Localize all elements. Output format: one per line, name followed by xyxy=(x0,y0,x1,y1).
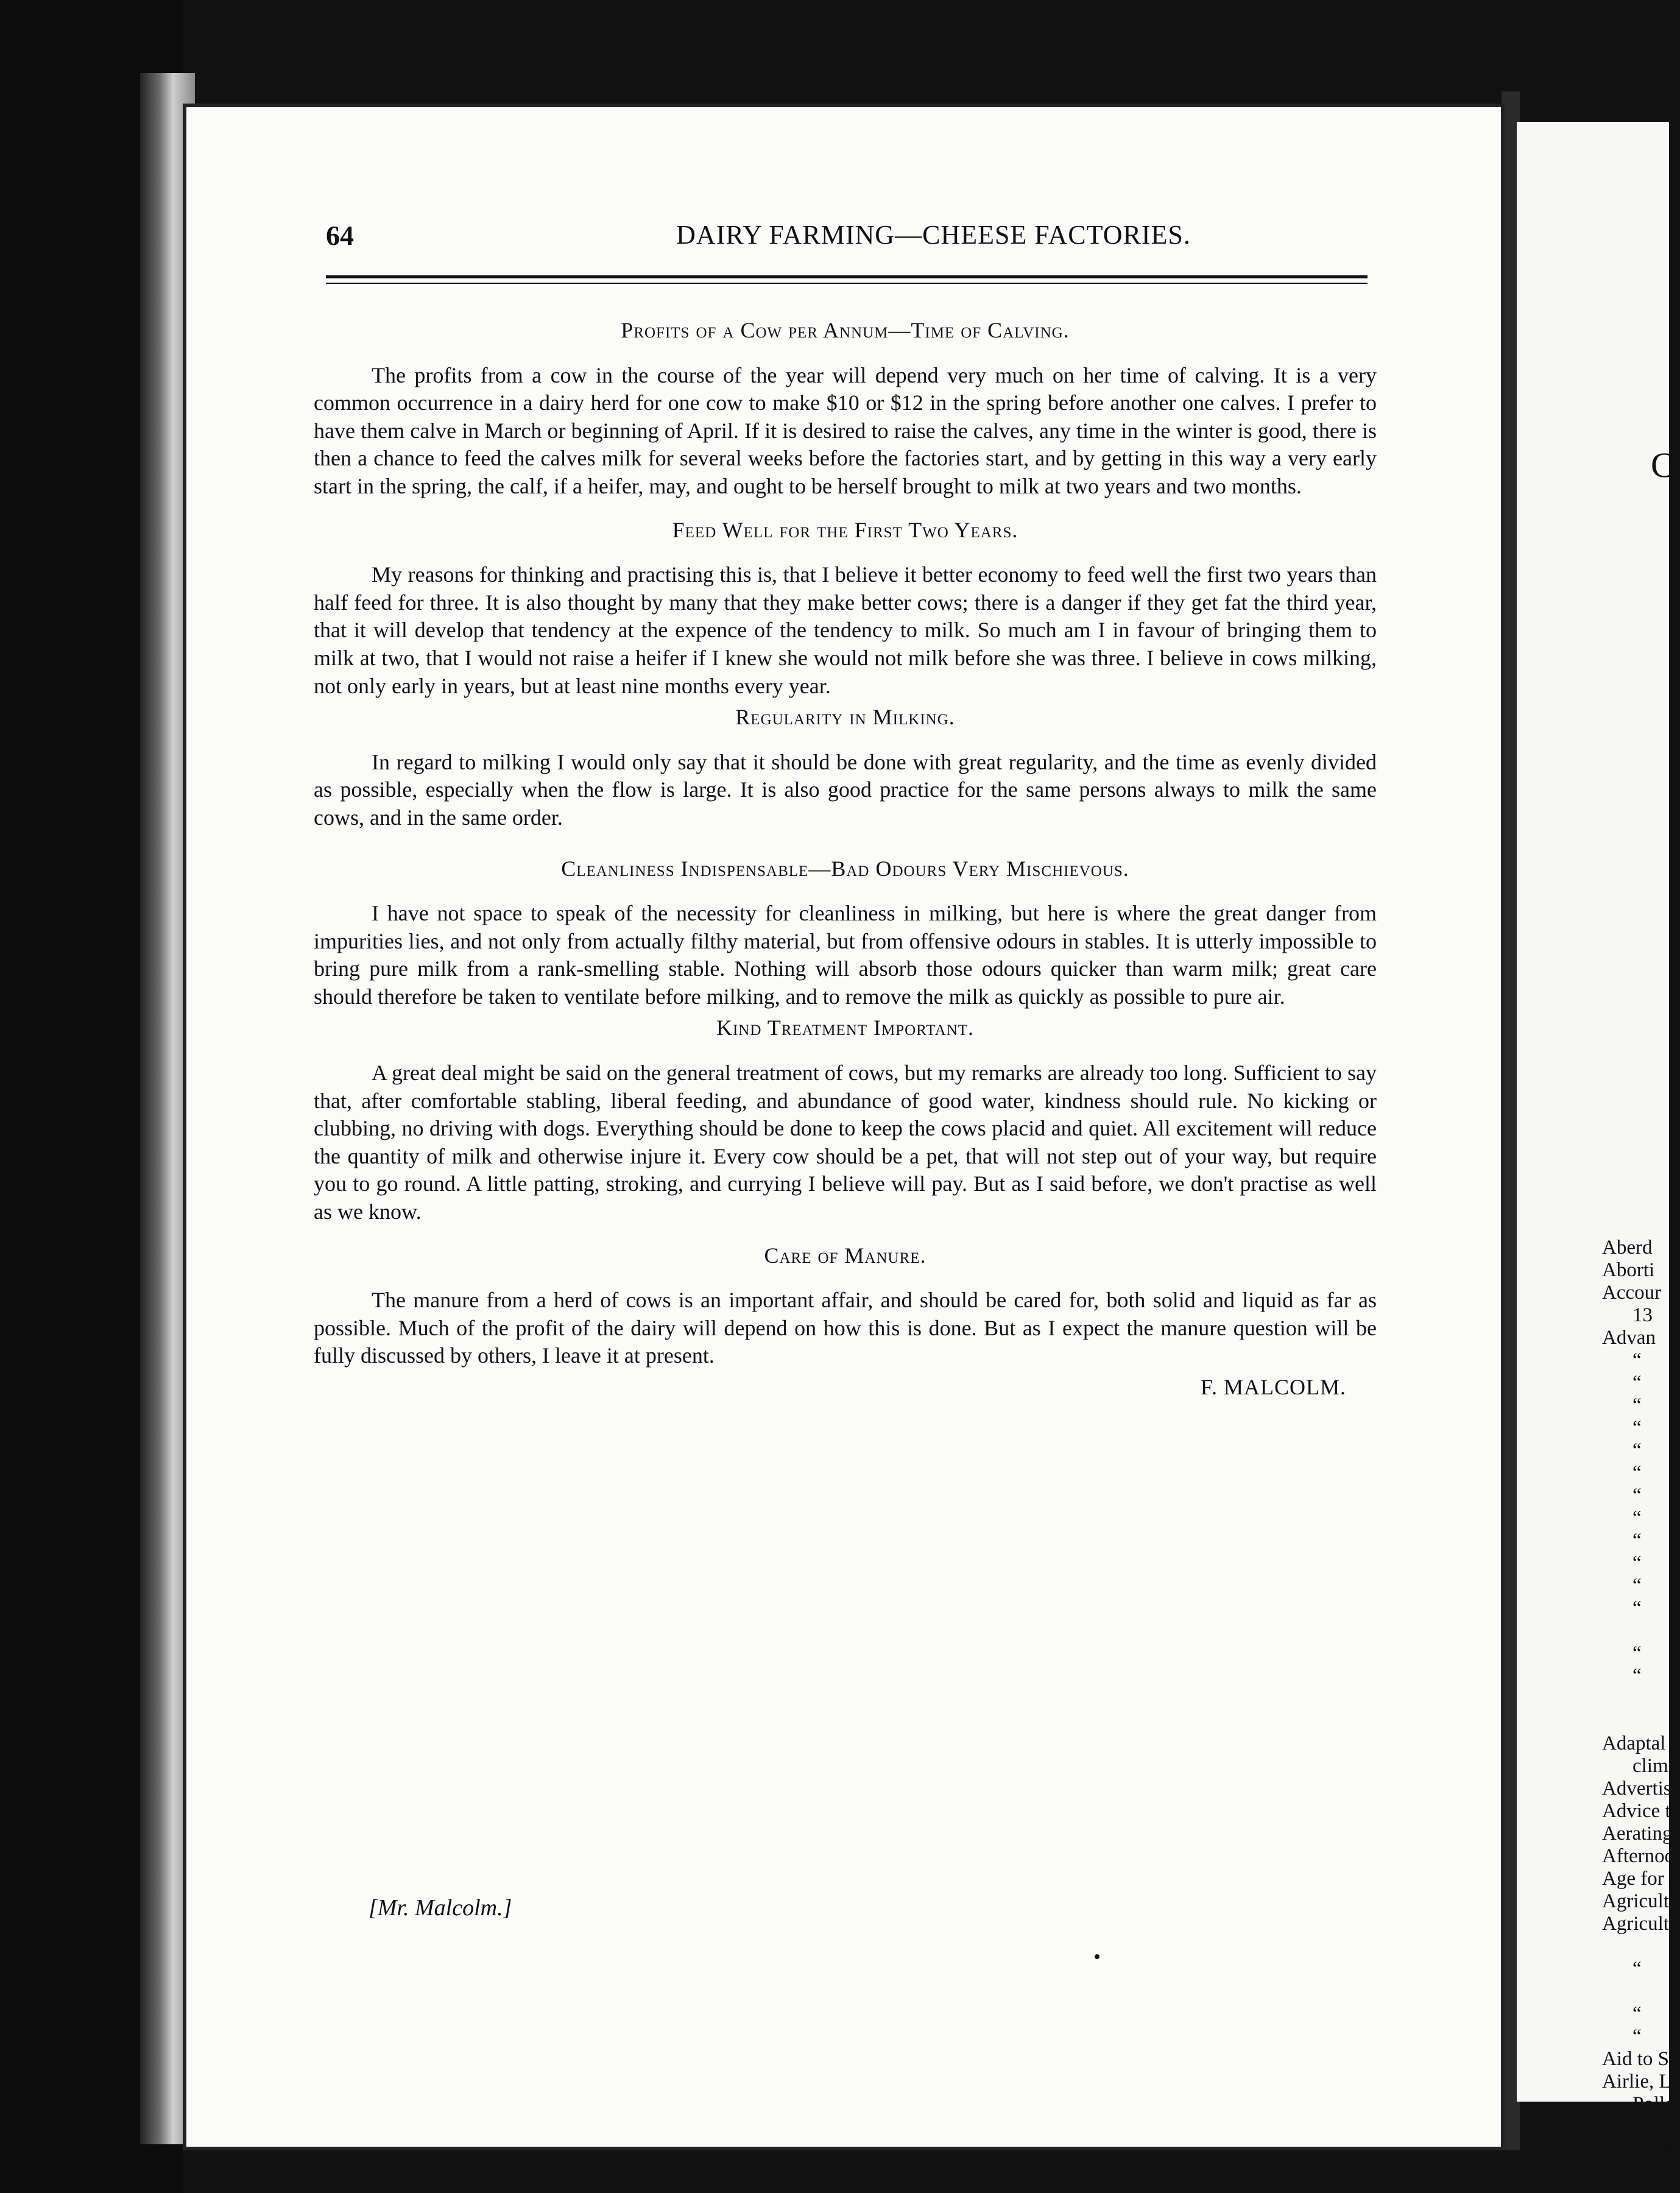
footer-note: [Mr. Malcolm.] xyxy=(369,1895,512,1921)
index-line: “ xyxy=(1632,1417,1642,1439)
header-rule-thin xyxy=(326,283,1368,284)
paragraph: I have not space to speak of the necessity for cleanliness in milking, but here is where the great danger from impurities lies, and not only from actually filthy material, but from offensive odours in stables. It is utterly impossible to bring pure milk from a rank-smelling stable. Nothing will absorb those odours quicker than warm milk; great care should therefore be taken to ventilate before milking, and to remove the milk as quickly as possible to pure air. xyxy=(314,901,1377,1009)
section-heading: Care of Manure. xyxy=(764,1243,926,1268)
paragraph: The manure from a herd of cows is an important affair, and should be cared for, both solid and liquid as far as possible. Much of the profit of the dairy will depend on how this is done. But as I expect the manure question will be fully discussed by others, I leave it at present. xyxy=(314,1288,1377,1368)
index-line: “ xyxy=(1632,1349,1642,1371)
index-line: “ xyxy=(1632,2003,1642,2025)
page-number: 64 xyxy=(326,220,354,251)
index-line: Aerating xyxy=(1602,1823,1673,1845)
index-line: Air and e xyxy=(1602,2116,1677,2138)
index-line: “ xyxy=(1632,1462,1642,1484)
ink-speck xyxy=(1095,1954,1099,1959)
paragraph: In regard to milking I would only say that it should be done with great regularity, and the time as evenly divided as possible, especially when the flow is large. It is also good practice for the same persons always to milk the same cows, and in the same order. xyxy=(314,749,1377,830)
facing-page xyxy=(1517,122,1680,2160)
index-line: 13 xyxy=(1632,1304,1653,1326)
paragraph: The profits from a cow in the course of the year will depend very much on her time of calving. It is a very common occurrence in a dairy herd for one cow to make $10 or $12 in the spring before another one calves. I prefer to have them calve in March or beginning of April. If it is desired to raise the calves, any time in the winter is good, there is then a chance to feed the calves milk for several weeks before the factories start, and by getting in this way a very early start in the spring, the calf, if a heifer, may, and ought to be herself brought to milk at two years and two months. xyxy=(314,362,1377,498)
index-line: “ xyxy=(1632,1485,1642,1506)
section-heading: Kind Treatment Important. xyxy=(716,1015,975,1040)
index-line: “ xyxy=(1632,2025,1642,2047)
author-signature: F. MALCOLM. xyxy=(1200,1375,1346,1399)
index-line: Alsike, b xyxy=(1602,2138,1675,2160)
index-line: Agricult xyxy=(1602,1890,1669,1912)
index-line: “ xyxy=(1632,1507,1642,1529)
index-line: “ xyxy=(1632,1642,1642,1664)
index-line: Polle xyxy=(1632,2093,1674,2115)
index-line: Agricult xyxy=(1602,1913,1669,1935)
index-line: “ xyxy=(1632,1575,1642,1597)
index-line: Airlie, Lc xyxy=(1602,2071,1680,2092)
section-heading: Cleanliness Indispensable—Bad Odours Very Mischievous. xyxy=(561,856,1129,881)
index-line: Afternoo xyxy=(1602,1845,1675,1867)
section-heading: Feed Well for the First Two Years. xyxy=(672,517,1018,542)
running-title: DAIRY FARMING—CHEESE FACTORIES. xyxy=(676,220,1191,250)
index-line: clim xyxy=(1632,1755,1668,1777)
index-line: Aid to Sc xyxy=(1602,2048,1678,2070)
index-line xyxy=(1602,1620,1680,1642)
index-line: Adaptal xyxy=(1602,1732,1666,1754)
index-line: Aberd xyxy=(1602,1237,1653,1259)
facing-page-letter: C xyxy=(1651,445,1675,485)
index-line xyxy=(1602,1935,1680,1958)
index-line: Advan xyxy=(1602,1327,1656,1349)
paragraph: A great deal might be said on the general treatment of cows, but my remarks are already too long. Sufficient to say that, after comfortable stabling, liberal feeding, and abundance of good water, kindness should rule. No kicking or clubbing, no driving with dogs. Everything should be done to keep the cows placid and quiet. All excitement will reduce the quantity of milk and otherwise injure it. Every cow should be a pet, that will not step out of your way, but require you to go round. A little patting, stroking, and currying I believe will pay. But as I said before, we don't practise as well as we know. xyxy=(314,1061,1377,1224)
section-heading: Regularity in Milking. xyxy=(735,705,955,730)
article-body xyxy=(314,317,1377,1402)
index-line xyxy=(1602,1687,1680,1710)
index-line: Advertis xyxy=(1602,1778,1671,1799)
index-line: Age for s xyxy=(1602,1868,1677,1890)
index-line: “ xyxy=(1632,1597,1642,1619)
paragraph: My reasons for thinking and practising this is, that I believe it better economy to feed well the first two years than half feed for three. It is also thought by many that they make better cows; there is a danger if they get fat the third year, that it will develop that tendency at the expence of the tendency to milk. So much am I in favour of bringing them to milk at two, that I would not raise a heifer if I knew she would not milk before she was three. I believe in cows milking, not only early in years, but at least nine months every year. xyxy=(314,562,1377,698)
index-line: “ xyxy=(1632,1665,1642,1687)
page-header xyxy=(326,219,1541,262)
index-line: Aborti xyxy=(1602,1259,1655,1281)
index-line: “ xyxy=(1632,1394,1642,1416)
index-line: Accour xyxy=(1602,1282,1662,1304)
header-rule xyxy=(326,275,1368,278)
index-line: “ xyxy=(1632,1958,1642,1980)
book-page xyxy=(183,104,1505,2150)
index-line: “ xyxy=(1632,1439,1642,1461)
index-line: “ xyxy=(1632,1372,1642,1394)
index-line xyxy=(1602,1980,1680,2003)
index-line: “ xyxy=(1632,1530,1642,1552)
section-heading: Profits of a Cow per Annum—Time of Calving. xyxy=(621,318,1070,342)
index-line xyxy=(1602,1710,1680,1732)
facing-page-index xyxy=(1602,1237,1680,2161)
index-line: Advice t xyxy=(1602,1800,1671,1822)
index-line: “ xyxy=(1632,1552,1642,1574)
